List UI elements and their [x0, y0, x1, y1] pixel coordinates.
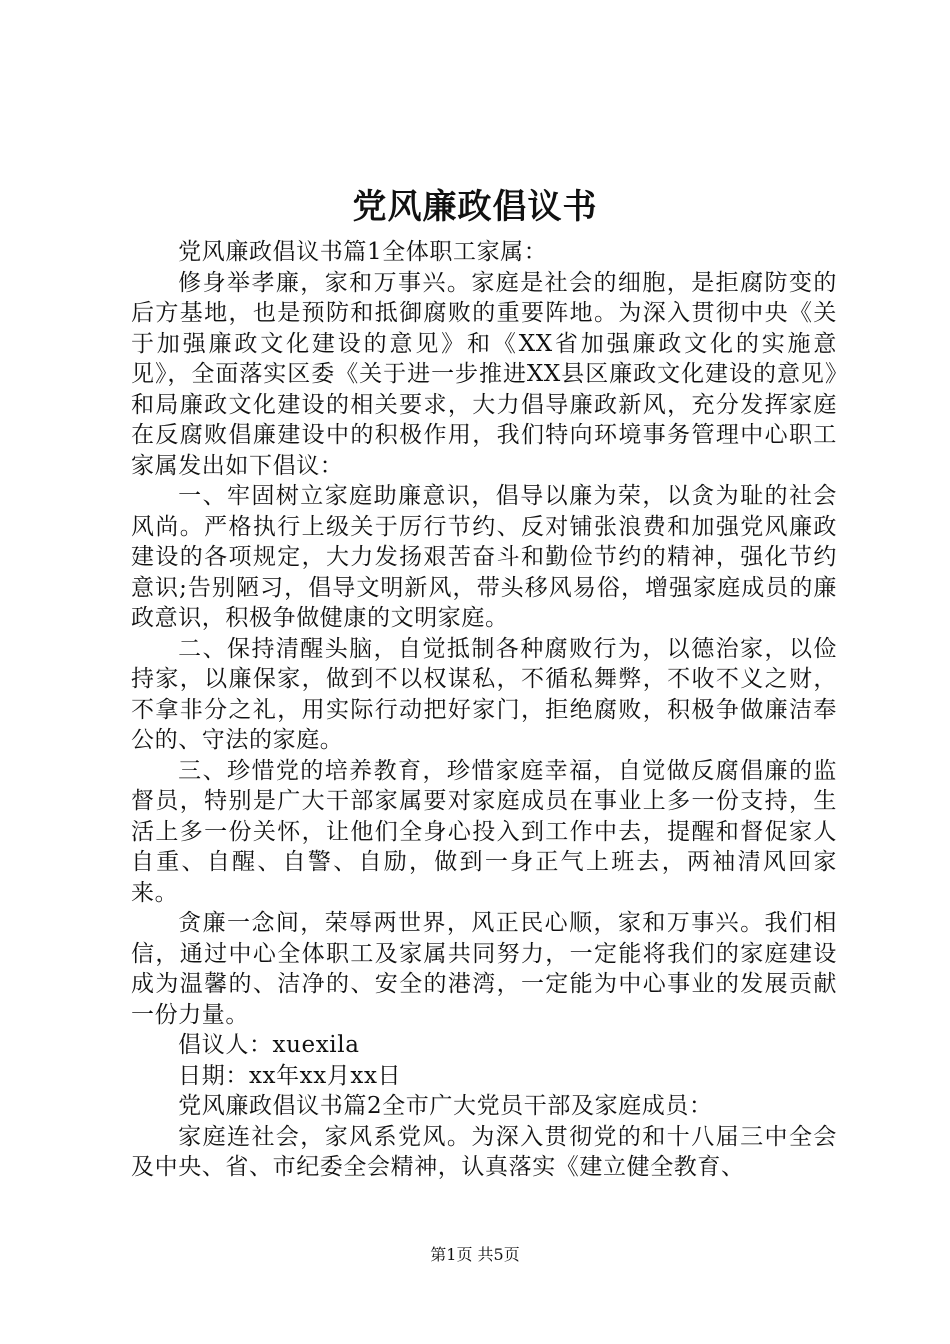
paragraph-salutation-1: 党风廉政倡议书篇1全体职工家属：	[178, 239, 548, 265]
paragraph-salutation-2: 党风廉政倡议书篇2全市广大党员干部及家庭成员：	[178, 1093, 713, 1119]
paragraph-item-1: 一、牢固树立家庭助廉意识，倡导以廉为荣，以贪为耻的社会风尚。严格执行上级关于厉行节约、反对铺张浪费和加强党风廉政建设的各项规定，大力发扬艰苦奋斗和勤俭节约的精神，强化节约意识;告别陋习，倡导文明新风，带头移风易俗，增强家庭成员的廉政意识，积极争做健康的文明家庭。	[131, 483, 837, 631]
paragraph-item-3: 三、珍惜党的培养教育，珍惜家庭幸福，自觉做反腐倡廉的监督员，特别是广大干部家属要对家庭成员在事业上多一份支持，生活上多一份关怀，让他们全身心投入到工作中去，提醒和督促家人自重、自醒、自警、自励，做到一身正气上班去，两袖清风回家来。	[131, 757, 837, 906]
paragraph-date: 日期：xx年xx月xx日	[178, 1062, 402, 1089]
paragraph-item-2: 二、保持清醒头脑，自觉抵制各种腐败行为，以德治家，以俭持家，以廉保家，做到不以权谋私，不循私舞弊，不收不义之财，不拿非分之礼，用实际行动把好家门，拒绝腐败，积极争做廉洁奉公的、守法的家庭。	[131, 635, 837, 753]
paragraph-intro: 修身举孝廉，家和万事兴。家庭是社会的细胞，是拒腐防变的后方基地，也是预防和抵御腐败的重要阵地。为深入贯彻中央《关于加强廉政文化建设的意见》和《XX省加强廉政文化的实施意见》，全面落实区委《关于进一步推进XX县区廉政文化建设的意见》和局廉政文化建设的相关要求，大力倡导廉政新风，充分发挥家庭在反腐败倡廉建设中的积极作用，我们特向环境事务管理中心职工家属发出如下倡议：	[131, 269, 837, 479]
paragraph-conclusion: 贪廉一念间，荣辱两世界，风正民心顺，家和万事兴。我们相信，通过中心全体职工及家属共同努力，一定能将我们的家庭建设成为温馨的、洁净的、安全的港湾，一定能为中心事业的发展贡献一份力量。	[131, 910, 837, 1028]
document-body	[131, 237, 837, 1183]
paragraph-intro-2: 家庭连社会，家风系党风。为深入贯彻党的和十八届三中全会及中央、省、市纪委全会精神，认真落实《建立健全教育、	[131, 1123, 837, 1180]
paragraph-signer: 倡议人：xuexila	[178, 1032, 360, 1058]
document-title: 党风廉政倡议书	[352, 187, 598, 227]
page-footer: 第1页 共5页	[430, 1245, 520, 1264]
